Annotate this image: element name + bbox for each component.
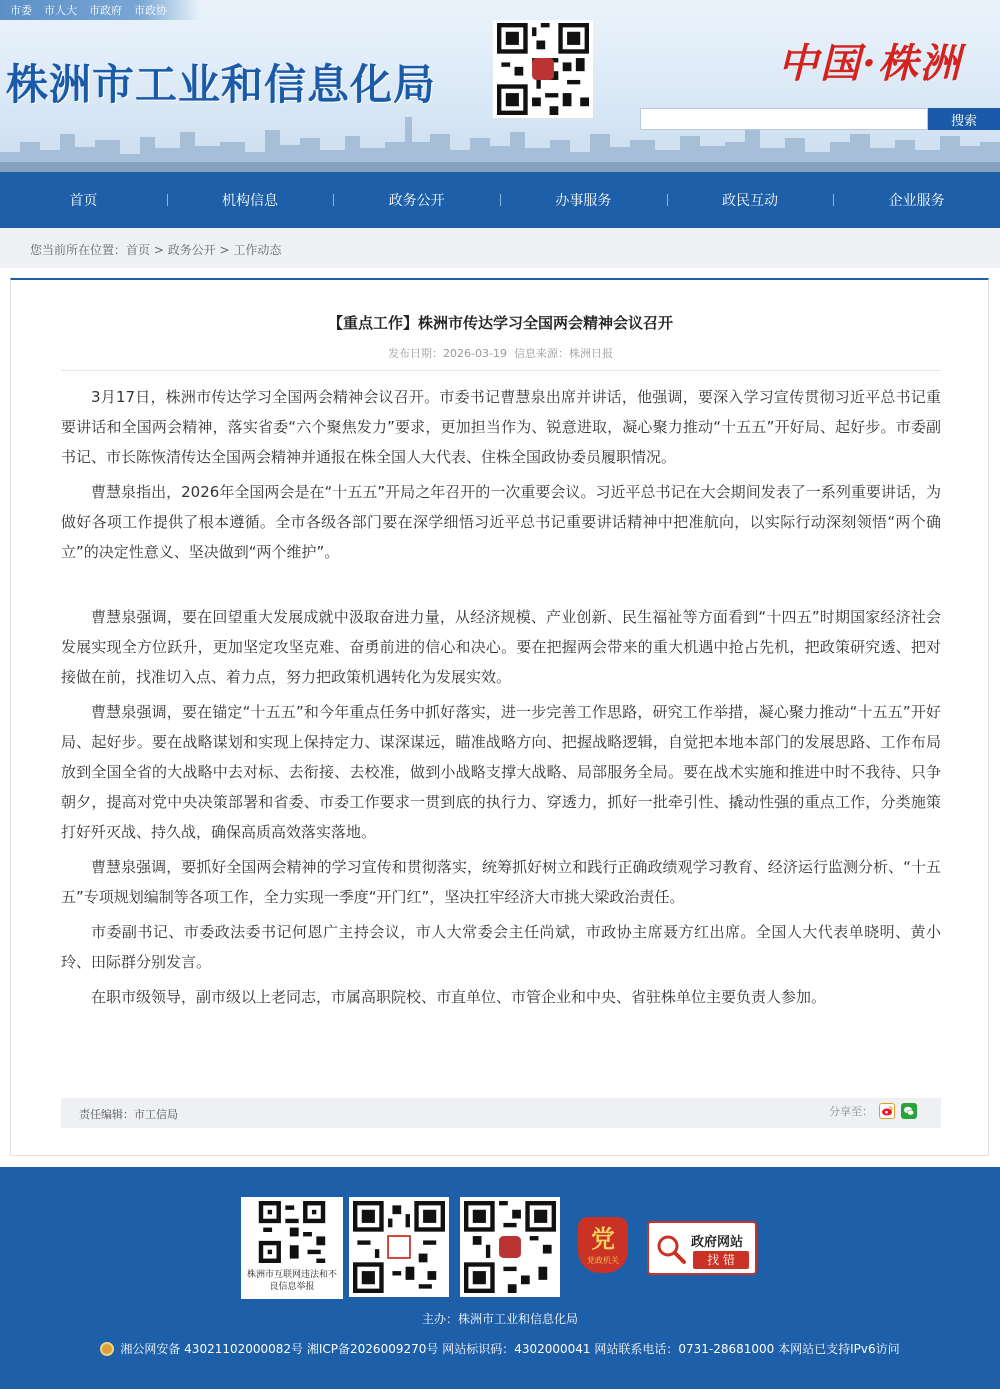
- party-government-emblem[interactable]: [578, 1217, 628, 1273]
- article-container: [10, 278, 989, 1156]
- paragraph: 在职市级领导，副市级以上老同志，市属高职院校、市直单位、市管企业和中央、省驻株单位主要负责人参加。: [91, 988, 827, 1006]
- footer: [0, 1167, 1000, 1389]
- breadcrumb-prefix: 您当前所在位置：: [30, 243, 127, 257]
- responsible-editor: [79, 1106, 178, 1122]
- police-badge-icon: [100, 1342, 114, 1356]
- paragraph: 3月17日，株洲市传达学习全国两会精神会议召开。市委书记曹慧泉出席并讲话，他强调，要深入学习宣传贯彻习近平总书记重要讲话和全国两会精神，落实省委“六个聚焦发力”要求，更加担当作为、锐意进取，凝心聚力推动“十五五”开好局、起好步。市委副书记、市长陈恢清传达全国两会精神并通报在株全国人大代表、住株全国政协委员履职情况。: [61, 388, 941, 466]
- website-error-report-badge[interactable]: [647, 1221, 757, 1275]
- emblem-glyph: 党: [591, 1224, 615, 1253]
- nav-item-home[interactable]: 首页: [69, 193, 98, 209]
- brand-logo: 中国·株洲: [778, 40, 962, 87]
- editor-label: 责任编辑：: [79, 1108, 134, 1121]
- editor-name: 市工信局: [134, 1108, 178, 1121]
- paragraph: 曹慧泉强调，要抓好全国两会精神的学习宣传和贯彻落实，统筹抓好树立和践行正确政绩观学习教育、经济运行监测分析、“十五五”专项规划编制等各项工作，全力实现一季度“开门红”，坚决扛牢经济大市挑大梁政治责任。: [61, 858, 941, 906]
- wechat-qr-code[interactable]: [349, 1197, 449, 1297]
- top-link-party[interactable]: 市委: [10, 4, 32, 17]
- paragraph: 曹慧泉强调，要在回望重大发展成就中汲取奋进力量，从经济规模、产业创新、民生福祉等方面看到“十四五”时期国家经济社会发展实现全方位跃升，更加坚定攻坚克难、奋勇前进的信心和决心。要在把握两会带来的重大机遇中抢占先机，把政策研究透、把对接做在前，找准切入点、着力点，努力把政策机遇转化为发展实效。: [61, 608, 941, 686]
- paragraph: 曹慧泉强调，要在锚定“十五五”和今年重点任务中抓好落实，进一步完善工作思路，研究工作举措，凝心聚力推动“十五五”开好局、起好步。要在战略谋划和实现上保持定力、谋深谋远，瞄准战略方向、把握战略逻辑，自觉把本地本部门的发展思路、工作布局放到全国全省的大战略中去对标、去衔接、去校准，做到小战略支撑大战略、局部服务全局。要在战术实施和推进中时不我待、只争朝夕，提高对党中央决策部署和省委、市委工作要求一贯到底的执行力、穿透力，抓好一批牵引性、撬动性强的重点工作，分类施策打好歼灭战、持久战，确保高质高效落实落地。: [61, 703, 941, 841]
- header-banner: [0, 0, 1000, 172]
- publish-date: 2026-03-19: [443, 347, 507, 360]
- search-bar: [640, 108, 1000, 130]
- share-label: 分享至：: [829, 1105, 873, 1118]
- nav-item-government-affairs[interactable]: 政务公开: [333, 172, 500, 228]
- breadcrumb-item-home[interactable]: 首页: [126, 243, 151, 257]
- search-button[interactable]: 搜索: [928, 108, 1000, 130]
- breadcrumb-item-affairs[interactable]: 政务公开: [167, 243, 216, 257]
- top-link-npc[interactable]: 市人大: [44, 4, 77, 17]
- paragraph: 市委副书记、市委政法委书记何恩广主持会议，市人大常委会主任尚斌，市政协主席聂方红出席。全国人大代表单晓明、黄小玲、田际群分别发言。: [61, 923, 941, 971]
- breadcrumb-sep: >: [150, 243, 168, 257]
- editor-bar: [61, 1098, 941, 1128]
- site-title: 株洲市工业和信息化局: [6, 60, 437, 109]
- error-report-button-label: 找 错: [693, 1251, 749, 1269]
- article-content: [61, 382, 941, 1017]
- top-link-cppcc[interactable]: 市政协: [134, 4, 167, 17]
- paragraph: 曹慧泉指出，2026年全国两会是在“十五五”开局之年召开的一次重要会议。习近平总书记在大会期间发表了一系列重要讲话，为做好各项工作提供了根本遵循。全市各级各部门要在深学细悟习近平总书记重要讲话精神中把准航向，以实际行动深刻领悟“两个确立”的决定性意义、坚决做到“两个维护”。: [61, 483, 941, 561]
- source-label: 信息来源：: [513, 347, 569, 360]
- nav-item-services[interactable]: 办事服务: [500, 172, 667, 228]
- emblem-label: 党政机关: [587, 1255, 619, 1265]
- nav-item-organization[interactable]: 机构信息: [167, 172, 334, 228]
- icp-text[interactable]: 湘公网安备 43021102000082号 湘ICP备2026009270号 网站标识码：4302000041 网站联系电话：0731-28681000 本网站已支持IPv6访问: [120, 1342, 900, 1356]
- magnifier-icon: [655, 1233, 687, 1265]
- top-links-bar: [0, 0, 200, 20]
- wechat-share-icon[interactable]: [901, 1103, 917, 1119]
- error-report-title: 政府网站: [691, 1235, 744, 1250]
- weibo-share-icon[interactable]: [879, 1103, 895, 1119]
- qr-code-image: [493, 20, 593, 118]
- share-bar: [829, 1103, 917, 1119]
- app-qr-code[interactable]: [460, 1197, 560, 1297]
- article-meta: [11, 345, 990, 361]
- title-divider: [61, 370, 941, 371]
- nav-item-enterprise[interactable]: 企业服务: [833, 172, 1000, 228]
- top-link-government[interactable]: 市政府: [89, 4, 122, 17]
- breadcrumb-item-news[interactable]: 工作动态: [233, 243, 282, 257]
- nav-item-interaction[interactable]: 政民互动: [667, 172, 834, 228]
- host-organization: 主办：株洲市工业和信息化局: [421, 1312, 578, 1326]
- main-nav: [0, 172, 1000, 228]
- date-label: 发布日期：: [388, 347, 444, 360]
- article-title: 【重点工作】株洲市传达学习全国两会精神会议召开: [327, 314, 673, 332]
- article-source: 株洲日报: [568, 347, 613, 360]
- report-qr-code[interactable]: [241, 1197, 343, 1299]
- breadcrumb: [30, 241, 281, 258]
- breadcrumb-sep: >: [215, 243, 234, 257]
- icp-info: [0, 1340, 1000, 1357]
- search-input[interactable]: [640, 108, 928, 130]
- report-qr-label: 株洲市互联网违法和不良信息举报: [246, 1270, 337, 1292]
- breadcrumb-bar: [0, 228, 1000, 268]
